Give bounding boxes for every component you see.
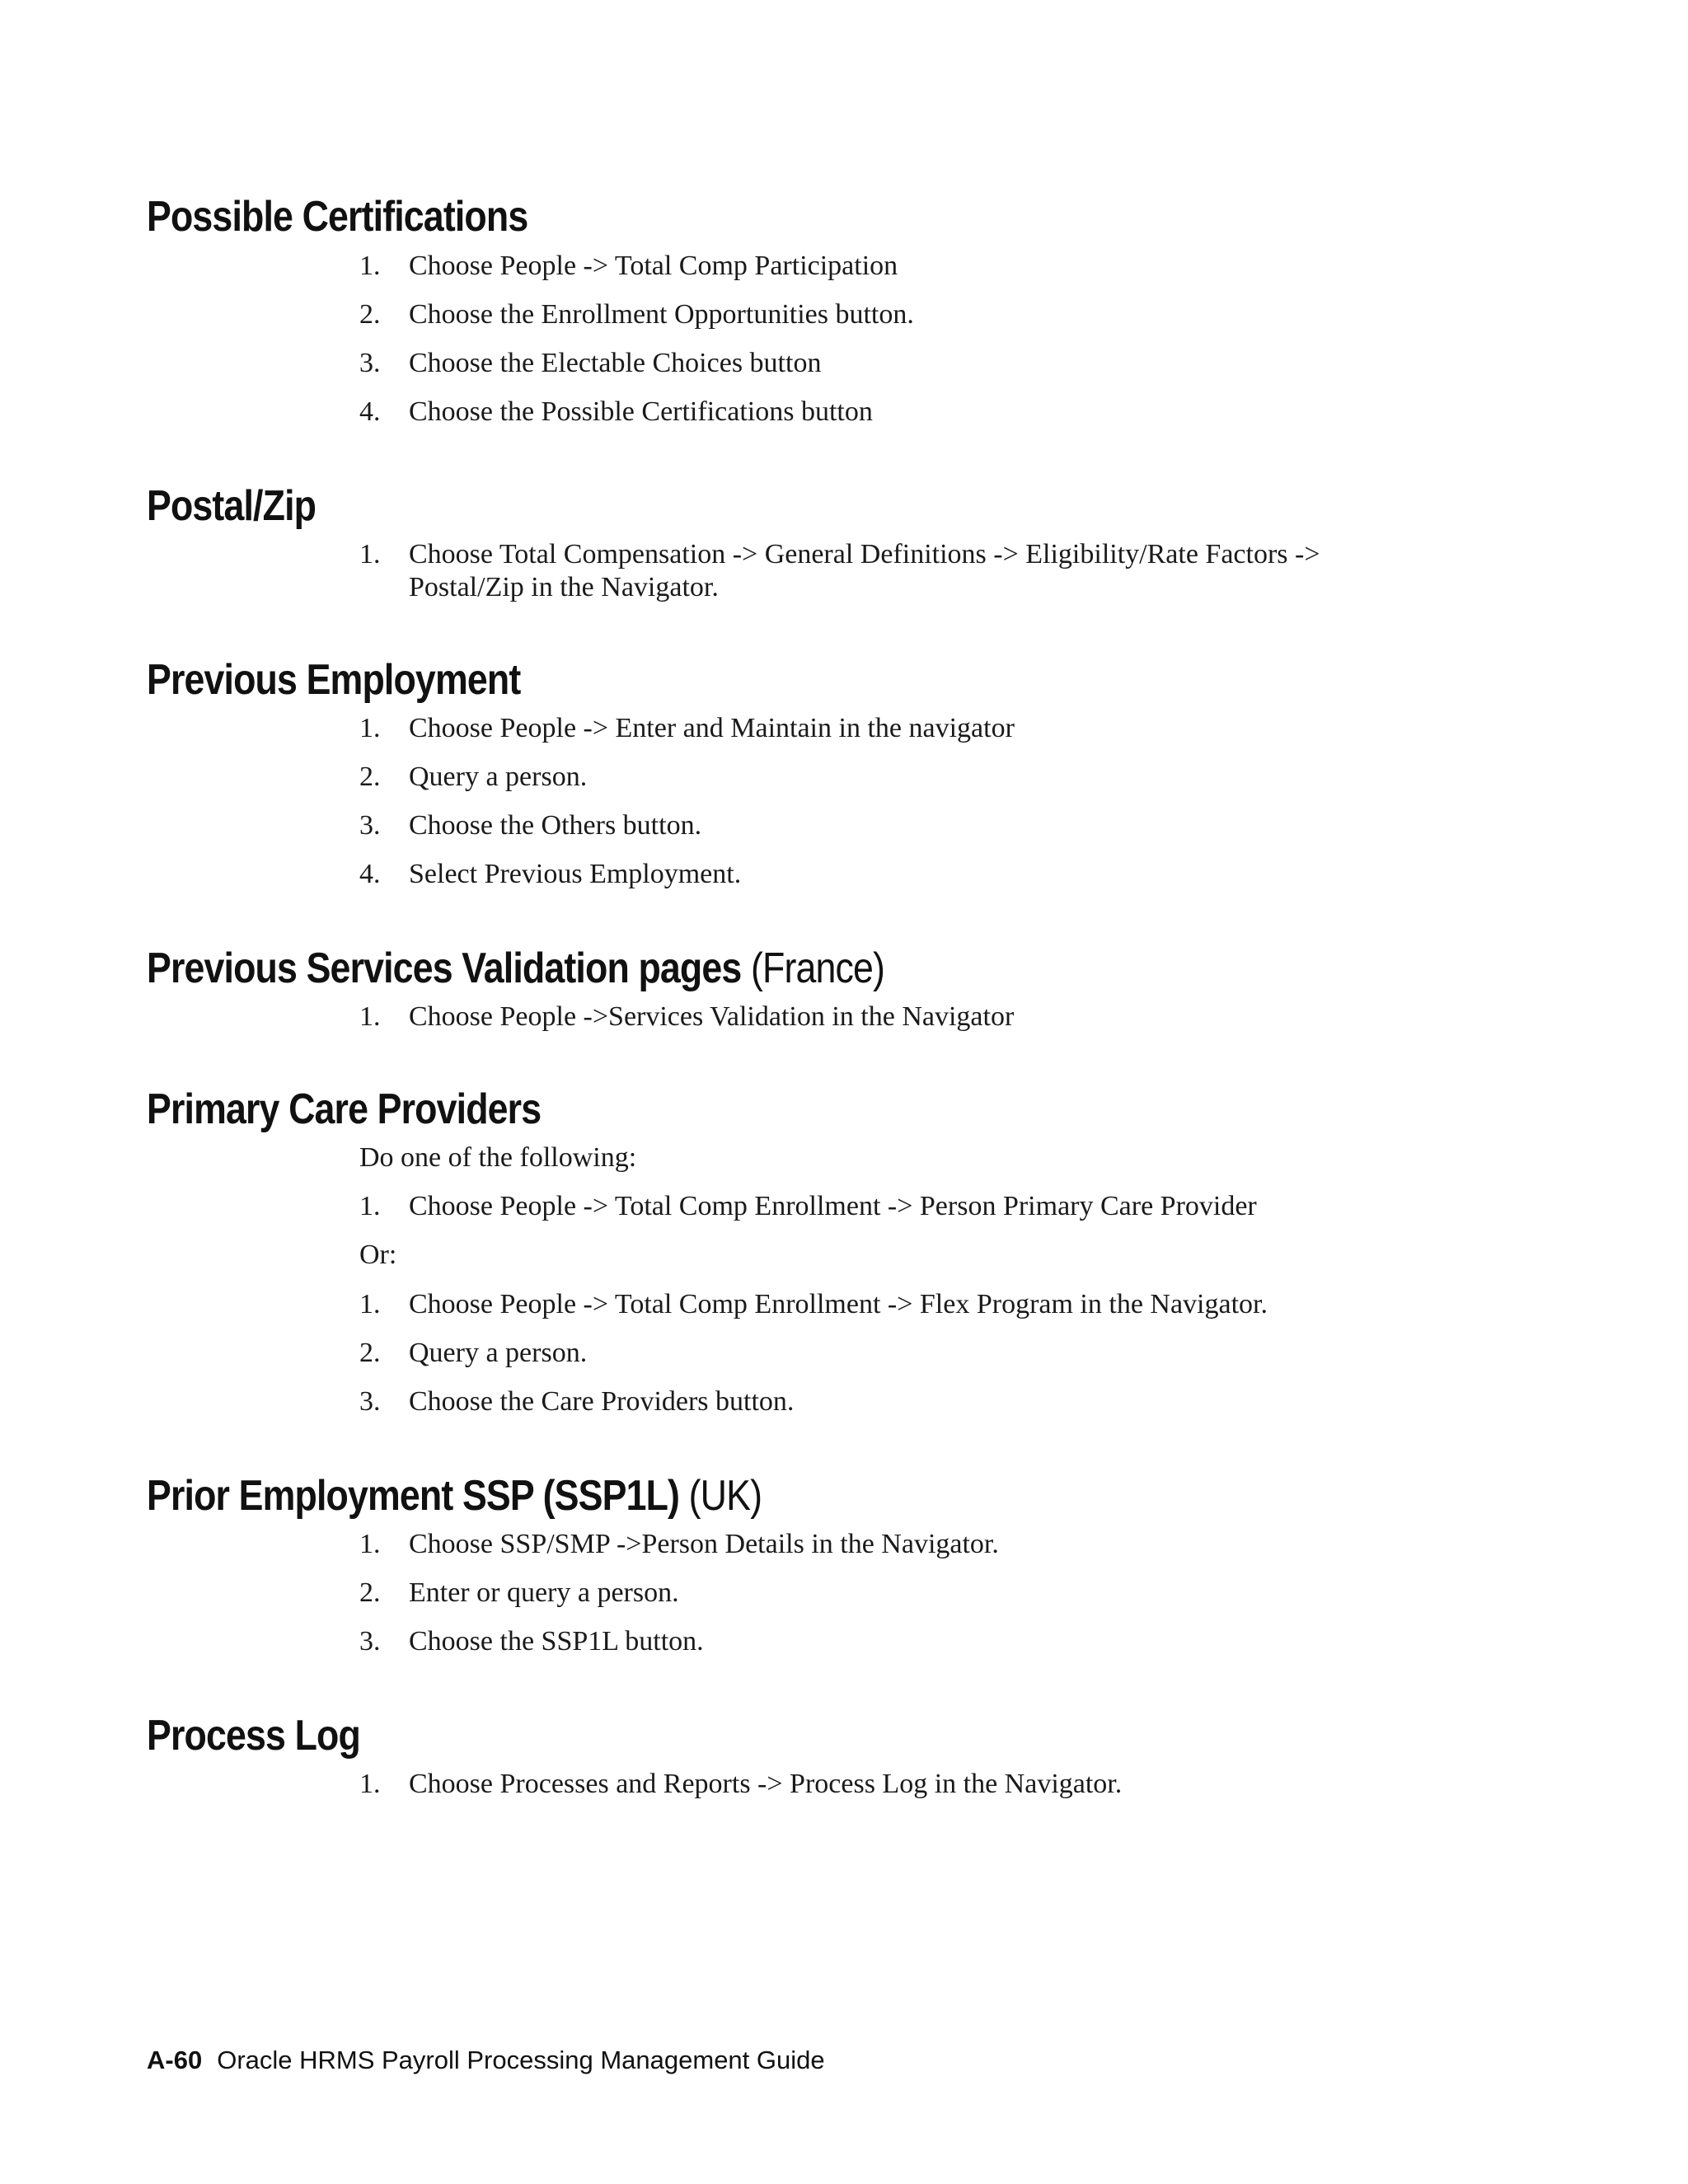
step-number: 3. [359,1626,381,1657]
step-text: Choose People -> Total Comp Participation [409,251,898,281]
step-number: 1. [359,539,381,569]
step-text: Choose the Care Providers button. [409,1386,795,1417]
book-title: Oracle HRMS Payroll Processing Management Guide [217,2046,825,2074]
step-text: Query a person. [409,762,588,792]
step-text: Choose People -> Total Comp Enrollment -> Flex Program in the Navigator. [409,1289,1268,1319]
step-number: 1. [359,1001,381,1032]
section-heading [147,481,316,531]
step-text: Choose the Enrollment Opportunities button. [409,299,914,330]
step-number: 3. [359,348,381,378]
section-heading [147,655,520,705]
step-number: 1. [359,1529,381,1559]
section-heading [147,944,884,993]
step-number: 1. [359,1289,381,1319]
section-heading [147,1471,762,1521]
step-number: 3. [359,1386,381,1417]
step-text: Choose People ->Services Validation in the Navigator [409,1001,1015,1032]
step-text: Enter or query a person. [409,1577,679,1608]
step-number: 1. [359,1769,381,1799]
section-heading [147,1085,541,1134]
section-title: Prior Employment SSP (SSP1L) [147,1472,680,1520]
step-number: 4. [359,396,381,427]
step-text: Choose Processes and Reports -> Process Log in the Navigator. [409,1769,1123,1799]
section-title: Postal/Zip [147,482,316,530]
step-text: Query a person. [409,1338,588,1368]
step-text: Choose the SSP1L button. [409,1626,704,1657]
section-title: Possible Certifications [147,193,528,241]
step-number: 1. [359,251,381,281]
step-text: Choose the Others button. [409,810,702,841]
step-text: Choose People -> Total Comp Enrollment -> Person Primary Care Provider [409,1191,1257,1221]
page-footer [147,2044,825,2077]
section-title: Previous Services Validation pages [147,944,742,992]
step-number: 3. [359,810,381,841]
page-number: A-60 [147,2046,203,2074]
section-qualifier: (UK) [688,1472,762,1520]
step-text: Choose the Possible Certifications button [409,396,873,427]
step-number: 2. [359,299,381,330]
section-title: Previous Employment [147,656,521,704]
step-number: 1. [359,1191,381,1221]
step-text: Choose Total Compensation -> General Definitions -> Eligibility/Rate Factors -> Postal/Zip in the Navigator. [409,539,1320,602]
section-title: Process Log [147,1712,360,1760]
section-title: Primary Care Providers [147,1085,542,1133]
alternative-separator: Or: [359,1240,397,1270]
step-number: 2. [359,1338,381,1368]
step-text: Choose People -> Enter and Maintain in the navigator [409,713,1015,743]
step-text: Choose SSP/SMP ->Person Details in the Navigator. [409,1529,999,1559]
step-number: 4. [359,859,381,889]
section-heading [147,1711,360,1760]
step-number: 2. [359,762,381,792]
step-number: 1. [359,713,381,743]
section-qualifier: (France) [750,944,885,992]
section-heading [147,192,528,241]
step-number: 2. [359,1577,381,1608]
step-text: Select Previous Employment. [409,859,742,889]
section-intro: Do one of the following: [359,1142,637,1173]
step-text: Choose the Electable Choices button [409,348,822,378]
